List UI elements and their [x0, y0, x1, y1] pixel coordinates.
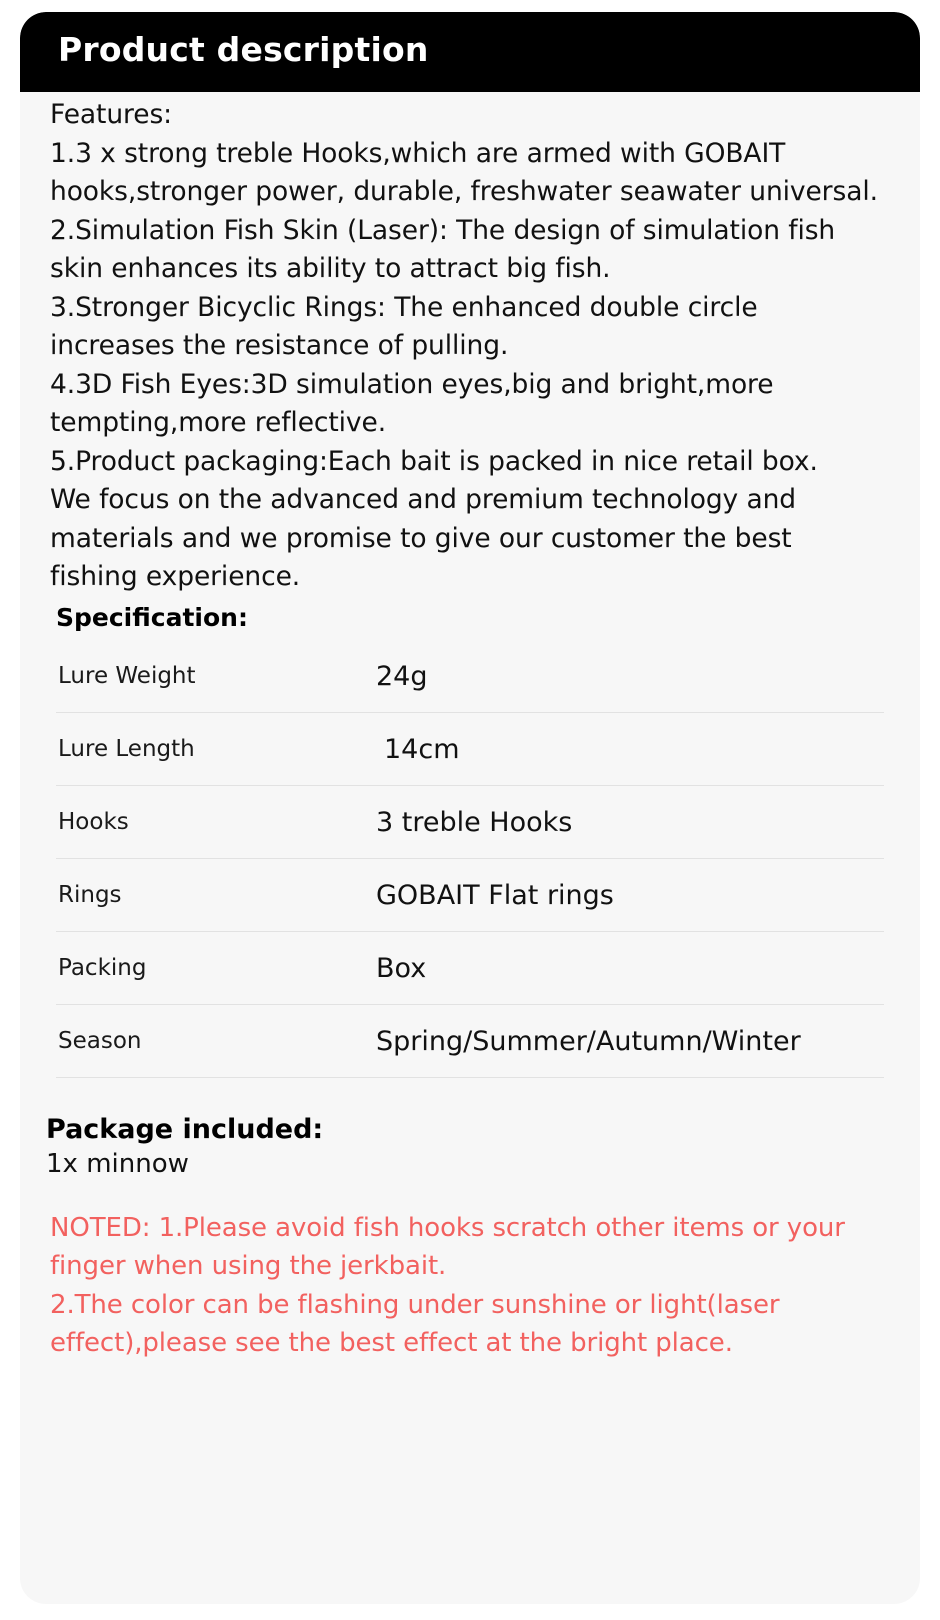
- feature-line-2: 2.Simulation Fish Skin (Laser): The design of simulation fish skin enhances its ability to attract big fish.: [50, 214, 836, 284]
- spec-key: Lure Length: [58, 736, 195, 762]
- spec-key: Lure Weight: [58, 663, 196, 689]
- table-row: [56, 931, 884, 1004]
- feature-line-5: 5.Product packaging:Each bait is packed in nice retail box.: [50, 445, 818, 477]
- spec-key: Hooks: [58, 809, 129, 835]
- table-row: [56, 1004, 884, 1077]
- feature-line-1: 1.3 x strong treble Hooks,which are armed with GOBAIT hooks,stronger power, durable, freshwater seawater universal.: [50, 137, 878, 207]
- spec-value: Box: [376, 952, 427, 984]
- package-included-heading: Package included:: [46, 1113, 324, 1145]
- package-included-text: 1x minnow: [46, 1148, 189, 1179]
- spec-key: Packing: [58, 955, 147, 981]
- feature-line-4: 4.3D Fish Eyes:3D simulation eyes,big and bright,more tempting,more reflective.: [50, 368, 774, 438]
- feature-line-3: 3.Stronger Bicyclic Rings: The enhanced double circle increases the resistance of pulling.: [50, 291, 758, 361]
- specification-heading: Specification:: [56, 602, 248, 632]
- specification-table: [56, 640, 884, 1078]
- features-block: [20, 92, 920, 597]
- features-heading: Features:: [50, 99, 172, 130]
- spec-value: GOBAIT Flat rings: [376, 879, 614, 911]
- description-content: [20, 92, 920, 1363]
- table-row: [56, 858, 884, 931]
- header-bar: [20, 12, 920, 92]
- table-row: [56, 785, 884, 858]
- noted-block: [20, 1209, 920, 1363]
- spec-key: Rings: [58, 882, 122, 908]
- spec-value: 24g: [376, 660, 428, 692]
- spec-value: 3 treble Hooks: [376, 806, 573, 838]
- spec-value: 14cm: [384, 733, 460, 765]
- noted-line-1: NOTED: 1.Please avoid fish hooks scratch other items or your finger when using the jerkbait.: [50, 1212, 845, 1281]
- spec-key: Season: [58, 1028, 142, 1054]
- description-card: [20, 12, 920, 1604]
- table-row: [56, 712, 884, 785]
- table-row: [56, 640, 884, 713]
- spec-value: Spring/Summer/Autumn/Winter: [376, 1025, 801, 1057]
- feature-line-6: We focus on the advanced and premium technology and materials and we promise to give our customer the best fishing experience.: [50, 484, 797, 592]
- noted-line-2: 2.The color can be flashing under sunshine or light(laser effect),please see the best effect at the bright place.: [50, 1289, 780, 1358]
- page-title: Product description: [58, 30, 429, 69]
